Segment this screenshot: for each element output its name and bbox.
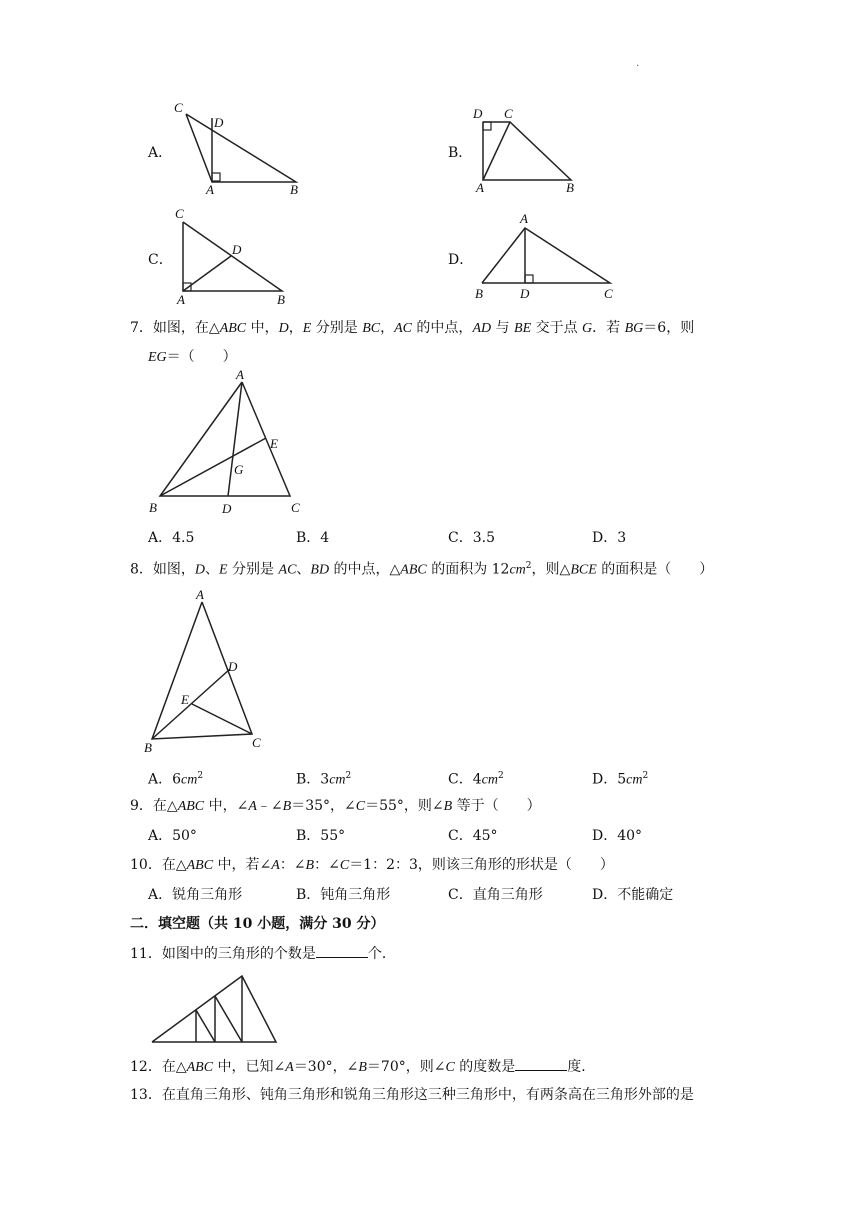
q8-option-b[interactable]: B．$3cm^2$ — [296, 771, 352, 788]
q12-text: 12．在△ABC 中，已知∠A＝30°，∠B＝70°，则∠C 的度数是 度． — [130, 1056, 595, 1078]
q11-figure — [146, 968, 286, 1048]
q7-text-line1: 7．如图，在△ABC 中，D，E 分别是 BC，AC 的中点，AD 与 BE 交于点 G．若 BG＝6，则 — [130, 320, 695, 336]
q9-text: 9．在△ABC 中，∠A﹣∠B＝35°，∠C＝55°，则∠B 等于（ ） — [130, 798, 541, 814]
svg-text:A: A — [177, 292, 185, 306]
svg-text:B: B — [277, 292, 285, 306]
q7-figure — [140, 370, 315, 520]
q10-option-b[interactable]: B．钝角三角形 — [296, 887, 391, 903]
q13-text: 13．在直角三角形、钝角三角形和锐角三角形这三种三角形中，有两条高在三角形外部的是 — [130, 1087, 694, 1103]
svg-text:D: D — [232, 242, 242, 257]
q8-text: 8．如图，D、E 分别是 AC、BD 的中点，△ABC 的面积为 $12cm^2$，则△BCE 的面积是（ ） — [130, 561, 714, 578]
svg-text:C: C — [291, 500, 300, 515]
label-A: A — [206, 182, 214, 196]
q6-figure-c — [170, 202, 295, 306]
section-heading-fill-in: 二．填空题（共 10 小题，满分 30 分） — [130, 916, 385, 932]
q10-option-a[interactable]: A．锐角三角形 — [148, 887, 243, 903]
label-B: B — [290, 182, 298, 196]
q6-figure-d — [470, 208, 620, 306]
label-C: C — [174, 100, 183, 115]
q10-text: 10．在△ABC 中，若∠A：∠B：∠C＝1：2：3，则该三角形的形状是（ ） — [130, 857, 614, 873]
svg-text:C: C — [504, 106, 513, 121]
svg-text:E: E — [181, 692, 189, 707]
svg-text:C: C — [175, 206, 184, 221]
svg-text:C: C — [252, 735, 261, 750]
q11-answer-blank[interactable] — [316, 943, 368, 958]
svg-text:B: B — [144, 740, 152, 754]
svg-text:D: D — [222, 501, 232, 516]
q6-option-a-label[interactable]: A． — [148, 145, 173, 161]
svg-text:A: A — [520, 211, 528, 226]
svg-text:D: D — [520, 286, 530, 301]
svg-text:A: A — [196, 587, 204, 602]
svg-text:A: A — [236, 370, 244, 382]
q11-text: 11．如图中的三角形的个数是 个． — [130, 943, 396, 964]
q8-option-a[interactable]: A．$6cm^2$ — [148, 771, 204, 788]
q8-option-d[interactable]: D．$5cm^2$ — [592, 771, 649, 788]
q7-option-a[interactable]: A．4.5 — [148, 530, 195, 546]
svg-text:B: B — [566, 180, 574, 195]
q10-option-d[interactable]: D．不能确定 — [592, 887, 674, 903]
q7-option-c[interactable]: C．3.5 — [448, 530, 495, 546]
label-D: D — [214, 115, 224, 130]
q6-option-c-label[interactable]: C． — [148, 252, 173, 268]
svg-text:G: G — [234, 462, 244, 477]
svg-text:E: E — [270, 436, 278, 451]
q6-figure-a — [170, 98, 305, 196]
q7-option-b[interactable]: B．4 — [296, 530, 330, 546]
q7-option-d[interactable]: D．3 — [592, 530, 627, 546]
q6-figure-b — [470, 100, 590, 196]
svg-text:C: C — [604, 286, 613, 301]
q9-option-b[interactable]: B．55° — [296, 828, 346, 844]
header-dot: . — [636, 58, 640, 69]
svg-text:D: D — [228, 659, 238, 674]
q8-option-c[interactable]: C．$4cm^2$ — [448, 771, 504, 788]
q10-option-c[interactable]: C．直角三角形 — [448, 887, 543, 903]
q12-answer-blank[interactable] — [515, 1056, 567, 1071]
svg-text:B: B — [475, 286, 483, 301]
q9-option-c[interactable]: C．45° — [448, 828, 498, 844]
q9-option-d[interactable]: D．40° — [592, 828, 643, 844]
svg-text:D: D — [473, 106, 483, 121]
q9-option-a[interactable]: A．50° — [148, 828, 197, 844]
q6-option-d-label[interactable]: D． — [448, 252, 474, 268]
svg-text:A: A — [476, 180, 484, 195]
svg-text:B: B — [149, 500, 157, 515]
q7-text-line2: EG＝（ ） — [148, 349, 237, 365]
q6-option-b-label[interactable]: B． — [448, 145, 473, 161]
q8-figure — [140, 582, 270, 754]
